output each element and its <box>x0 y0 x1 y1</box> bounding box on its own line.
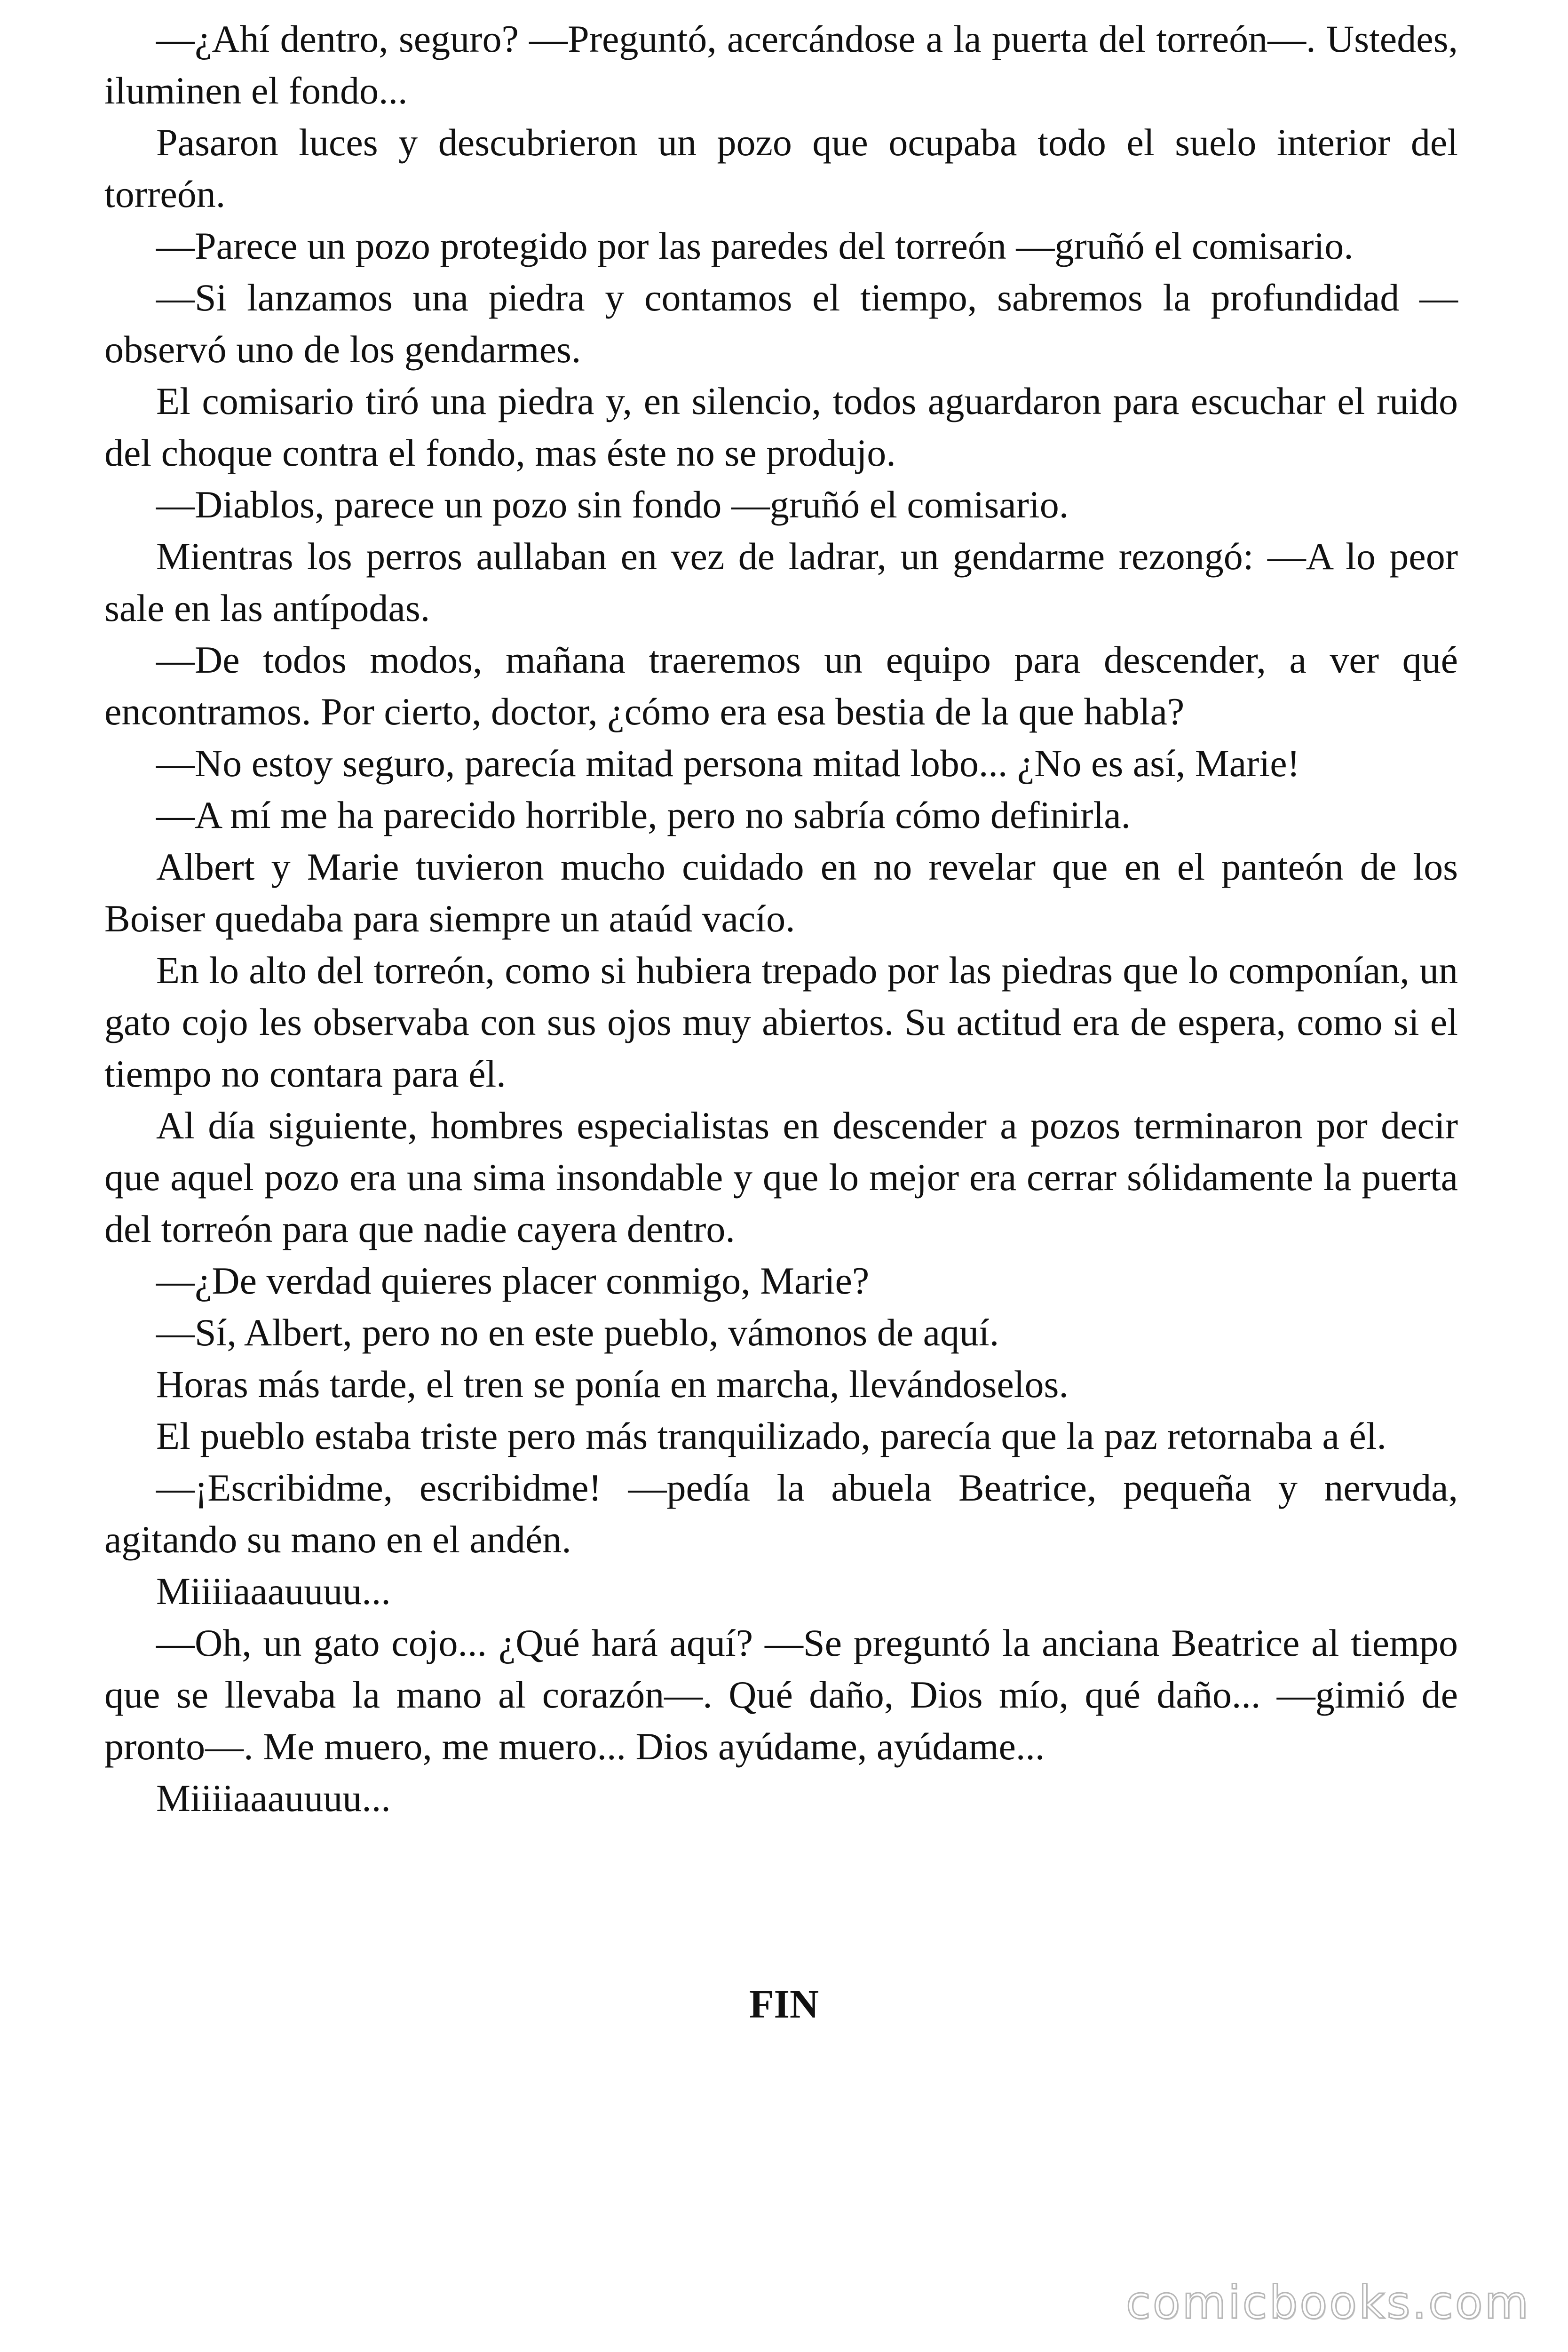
paragraph: Al día siguiente, hombres especialistas en descender a pozos terminaron por decir que aquel pozo era una sima insondable y que lo mejor era cerrar sólidamente la puerta del torreón para que nadie cayera dentro. <box>104 1104 1458 1250</box>
body-text <box>104 13 1458 1824</box>
paragraph: —De todos modos, mañana traeremos un equipo para descender, a ver qué encontramos. Por cierto, doctor, ¿cómo era esa bestia de la que habla? <box>104 638 1458 733</box>
paragraph: Mientras los perros aullaban en vez de ladrar, un gendarme rezongó: —A lo peor sale en las antípodas. <box>104 535 1458 629</box>
paragraph: En lo alto del torreón, como si hubiera trepado por las piedras que lo componían, un gato cojo les observaba con sus ojos muy abiertos. Su actitud era de espera, como si el tiempo no contara para él. <box>104 949 1458 1095</box>
paragraph: Horas más tarde, el tren se ponía en marcha, llevándoselos. <box>156 1363 1069 1406</box>
paragraph: Albert y Marie tuvieron mucho cuidado en no revelar que en el panteón de los Boiser quedaba para siempre un ataúd vacío. <box>104 845 1458 940</box>
paragraph: —Oh, un gato cojo... ¿Qué hará aquí? —Se preguntó la anciana Beatrice al tiempo que se llevaba la mano al corazón—. Qué daño, Dios mío, qué daño... —gimió de pronto—. Me muero, me muero... Dios ayúdame, ayúdame... <box>104 1621 1458 1768</box>
paragraph: —Sí, Albert, pero no en este pueblo, vámonos de aquí. <box>156 1311 999 1354</box>
paragraph: —Parece un pozo protegido por las paredes del torreón —gruñó el comisario. <box>156 224 1354 267</box>
watermark-logo: comicbooks.com <box>1125 2276 1530 2329</box>
paragraph: Miiiiaaauuuu... <box>156 1777 391 1820</box>
paragraph: El pueblo estaba triste pero más tranquilizado, parecía que la paz retornaba a él. <box>156 1414 1386 1457</box>
paragraph: —A mí me ha parecido horrible, pero no sabría cómo definirla. <box>156 794 1131 836</box>
paragraph: —Si lanzamos una piedra y contamos el tiempo, sabremos la profundidad —observó uno de los gendarmes. <box>104 276 1458 371</box>
end-title: FIN <box>749 1981 819 2026</box>
paragraph: Miiiiaaauuuu... <box>156 1570 391 1613</box>
paragraph: —¿Ahí dentro, seguro? —Preguntó, acercándose a la puerta del torreón—. Ustedes, iluminen el fondo... <box>104 17 1458 112</box>
paragraph: Pasaron luces y descubrieron un pozo que ocupaba todo el suelo interior del torreón. <box>104 121 1458 215</box>
paragraph: El comisario tiró una piedra y, en silencio, todos aguardaron para escuchar el ruido del choque contra el fondo, mas éste no se produjo. <box>104 380 1458 474</box>
paragraph: —¿De verdad quieres placer conmigo, Marie? <box>156 1259 870 1302</box>
paragraph: —No estoy seguro, parecía mitad persona mitad lobo... ¿No es así, Marie! <box>156 742 1300 785</box>
paragraph: —¡Escribidme, escribidme! —pedía la abuela Beatrice, pequeña y nervuda, agitando su mano en el andén. <box>104 1466 1458 1561</box>
paragraph: —Diablos, parece un pozo sin fondo —gruñó el comisario. <box>156 483 1069 526</box>
